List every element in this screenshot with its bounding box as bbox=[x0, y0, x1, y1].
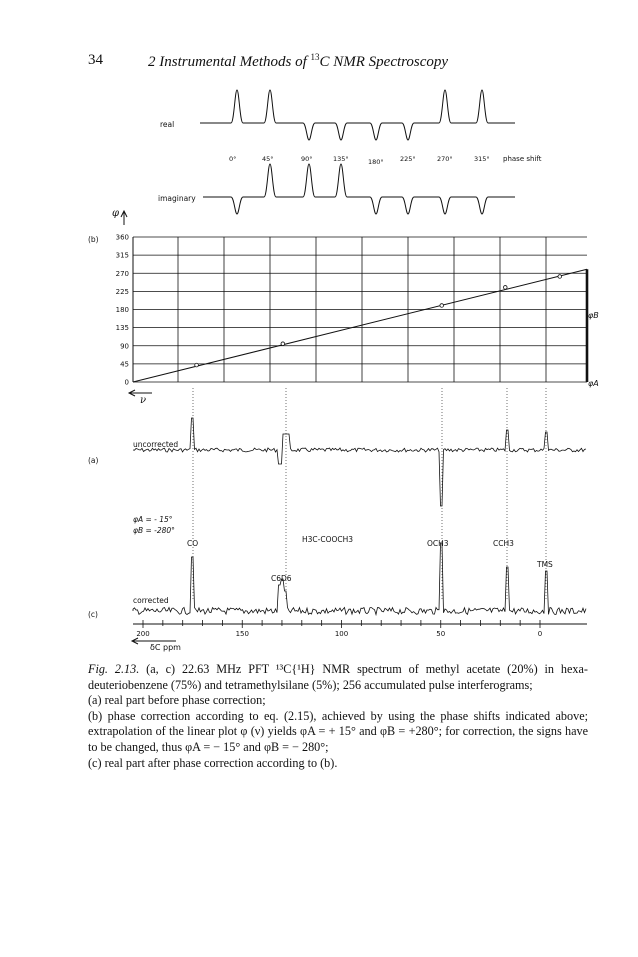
imaginary-trace bbox=[203, 164, 515, 214]
real-trace bbox=[200, 90, 515, 140]
caption-item-c: (c) real part after phase correction according to (b). bbox=[88, 755, 338, 770]
corrected-label: corrected bbox=[133, 596, 169, 605]
imaginary-label: imaginary bbox=[158, 194, 196, 203]
uncorrected-label: uncorrected bbox=[133, 440, 179, 449]
phase-values bbox=[229, 155, 490, 166]
co-label: CO bbox=[187, 539, 199, 548]
running-head-prefix: 2 Instrumental Methods of bbox=[148, 54, 311, 70]
phi-b-label: φB bbox=[588, 311, 599, 320]
dotted-guides bbox=[193, 388, 546, 600]
caption-line1: (a, c) 22.63 MHz PFT ¹³C{¹H} NMR spectrum of methyl acetate (20%) in hexa-deuteriobenzene (75%) and tetramethylsilane (5%); 256 accumulated pulse interferograms; bbox=[88, 662, 588, 692]
caption-item-a: (a) real part before phase correction; bbox=[88, 693, 266, 708]
figure-caption bbox=[88, 662, 588, 771]
phase-value: 315° bbox=[474, 155, 490, 163]
caption-fig-label: Fig. 2.13. bbox=[88, 662, 140, 676]
panel-b-label: (b) bbox=[88, 235, 99, 244]
ppm-tick-label: 200 bbox=[136, 630, 150, 638]
corrected-trace bbox=[133, 543, 586, 615]
phase-value: 90° bbox=[301, 155, 313, 163]
ppm-tick-label: 100 bbox=[334, 630, 349, 638]
ppm-tick-label: 150 bbox=[235, 630, 249, 638]
phi-axis-arrow bbox=[121, 211, 127, 225]
caption-item-b: (b) phase correction according to eq. (2.15), achieved by using the phase shifts indicated above; extrapolation of the linear plot φ (ν) yields φA = + 15° and φB = +280°; for correction, the signs have to be changed, thus φA = − 15° and φB = − 280°; bbox=[88, 708, 588, 754]
page-number: 34 bbox=[88, 52, 103, 68]
y-tick-label: 270 bbox=[115, 269, 129, 278]
running-head-sup: 13 bbox=[310, 52, 320, 62]
ppm-tick-label: 50 bbox=[436, 630, 446, 638]
och3-label: OCH3 bbox=[427, 539, 449, 548]
caption-intro bbox=[88, 662, 588, 693]
regression-line bbox=[133, 269, 587, 382]
phase-value: 45° bbox=[262, 155, 274, 163]
y-tick-label: 0 bbox=[124, 378, 129, 387]
compound-label: H3C-COOCH3 bbox=[302, 535, 354, 544]
tms-label: TMS bbox=[537, 560, 553, 569]
cch3-label: CCH3 bbox=[493, 539, 514, 548]
data-point bbox=[558, 275, 562, 279]
y-tick-label: 360 bbox=[115, 233, 129, 242]
uncorrected-trace bbox=[133, 418, 586, 506]
real-label: real bbox=[160, 120, 175, 129]
y-tick-label: 90 bbox=[120, 342, 129, 351]
phase-value: 0° bbox=[229, 155, 237, 163]
c6d6-label: C6D6 bbox=[271, 574, 292, 583]
phase-shift-label: phase shift bbox=[503, 155, 542, 163]
data-point bbox=[281, 342, 285, 346]
phi-a-value: φA = - 15° bbox=[133, 515, 173, 524]
phi-b-value: φB = -280° bbox=[133, 526, 175, 535]
phase-value: 225° bbox=[400, 155, 416, 163]
data-point bbox=[195, 363, 199, 367]
y-tick-label: 315 bbox=[115, 251, 129, 260]
phase-plot bbox=[116, 234, 587, 387]
y-tick-label: 180 bbox=[115, 306, 129, 314]
ppm-axis-label: δC ppm bbox=[150, 643, 181, 652]
y-tick-label: 45 bbox=[120, 360, 129, 369]
phase-value: 270° bbox=[437, 155, 453, 163]
panel-c-label: (c) bbox=[88, 610, 98, 619]
running-head-suffix: C NMR Spectroscopy bbox=[319, 54, 449, 70]
ppm-axis bbox=[133, 620, 587, 638]
data-point bbox=[440, 304, 444, 308]
phi-axis-symbol: φ bbox=[112, 208, 120, 219]
panel-a-label: (a) bbox=[88, 456, 99, 465]
phase-value: 135° bbox=[333, 155, 349, 163]
phase-value: 180° bbox=[368, 158, 384, 166]
ppm-tick-label: 0 bbox=[537, 630, 543, 638]
phi-a-label: φA bbox=[588, 379, 599, 388]
y-tick-label: 135 bbox=[115, 324, 129, 333]
data-point bbox=[503, 286, 507, 290]
nu-axis-symbol: ν bbox=[140, 395, 147, 406]
y-tick-label: 225 bbox=[115, 287, 129, 296]
